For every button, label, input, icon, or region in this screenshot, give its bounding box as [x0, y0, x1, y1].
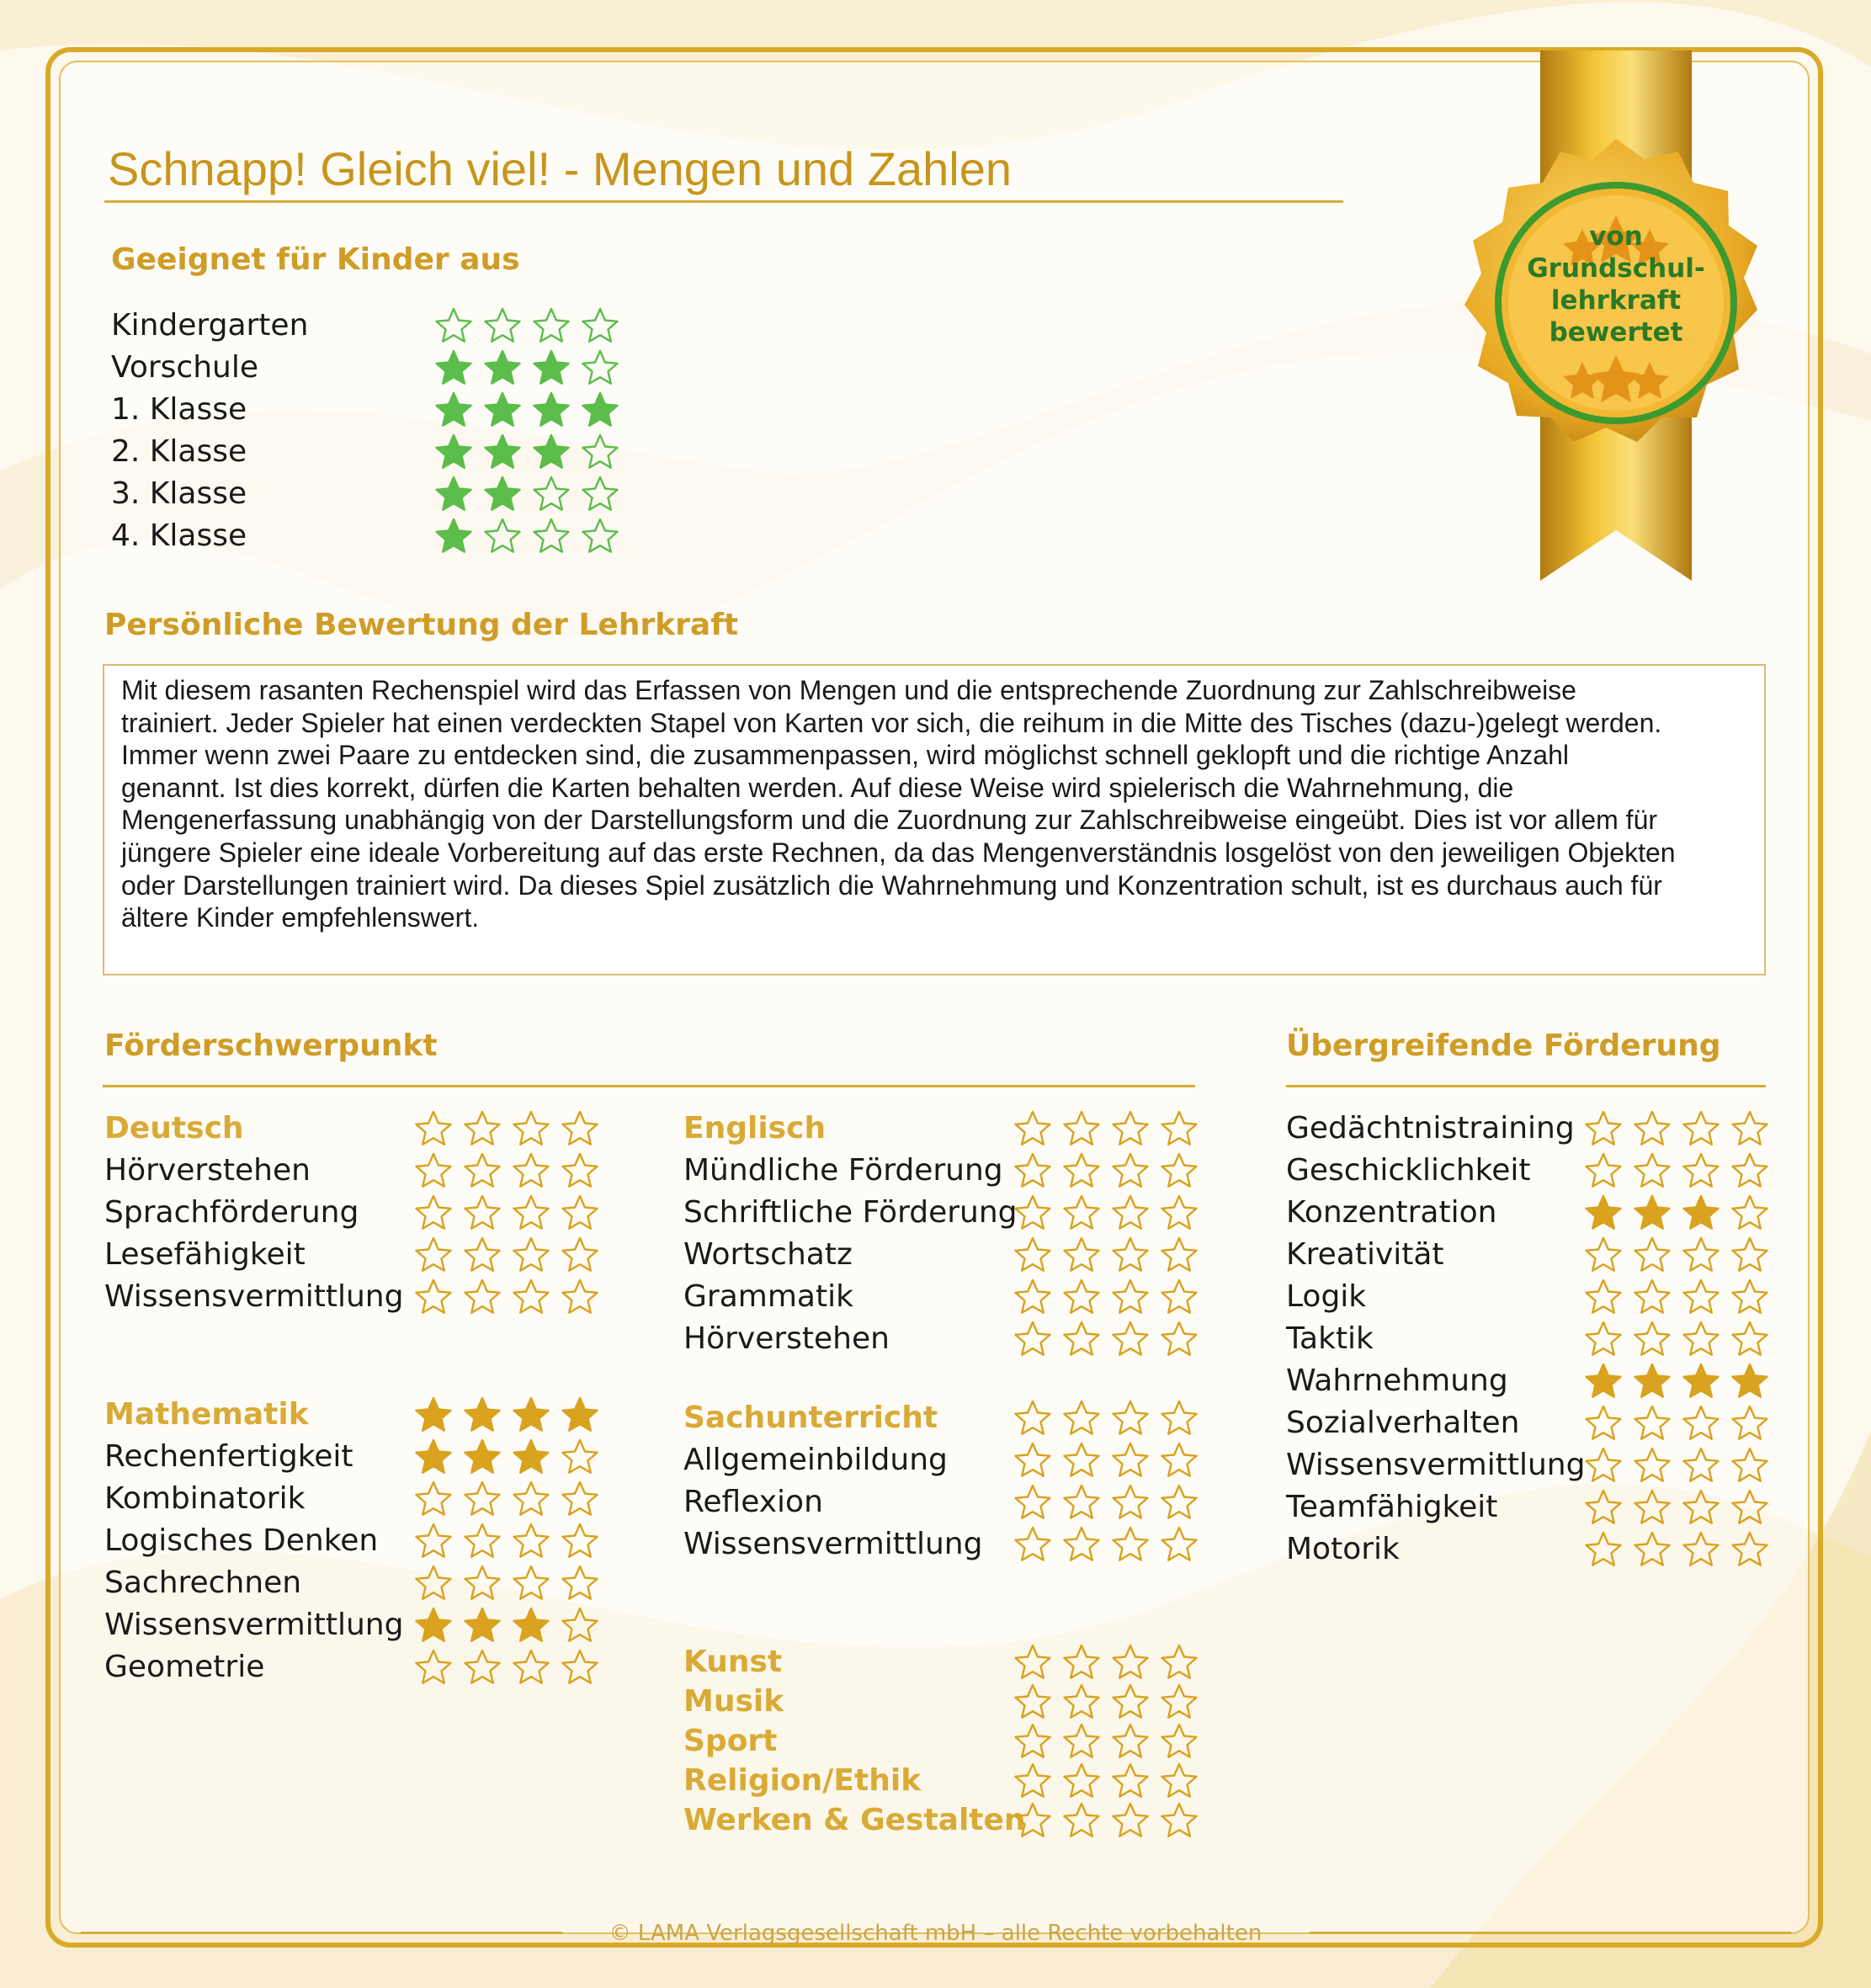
review-line: oder Darstellungen trainiert wird. Da dieses Spiel zusätzlich die Wahrnehmung und Konzentration schult, ist es durchaus auch für: [121, 869, 1662, 901]
extra-subject-label: Religion/Ethik: [683, 1763, 922, 1798]
star-filled-icon: [1682, 1193, 1720, 1232]
uebergreifend-item-label: Geschicklichkeit: [1286, 1153, 1531, 1188]
copyright-footer: © LAMA Verlagsgesellschaft mbH – alle Rechte vorbehalten: [609, 1921, 1262, 1946]
star-outline-icon: [1111, 1193, 1150, 1232]
star-outline-icon: [1584, 1320, 1623, 1358]
uebergreifend-item-label: Wissensvermittlung: [1286, 1448, 1586, 1482]
age-row-label: 2. Klasse: [111, 434, 247, 469]
star-outline-icon: [1160, 1151, 1199, 1190]
star-outline-icon: [1111, 1722, 1150, 1761]
star-outline-icon: [1633, 1151, 1672, 1190]
deutsch-category-label: Deutsch: [104, 1111, 244, 1145]
uebergreifend-item-rating: [1584, 1446, 1769, 1485]
star-outline-icon: [1730, 1320, 1769, 1358]
age-row-label: Vorschule: [111, 350, 258, 385]
star-outline-icon: [1633, 1530, 1672, 1569]
page-title: Schnapp! Gleich viel! - Mengen und Zahlen: [108, 142, 1012, 195]
uebergreifend-item-label: Taktik: [1286, 1321, 1374, 1356]
star-outline-icon: [414, 1648, 453, 1687]
star-outline-icon: [1633, 1488, 1672, 1527]
star-filled-icon: [532, 391, 571, 429]
mathematik-item-label: Sachrechnen: [104, 1565, 302, 1600]
star-outline-icon: [1013, 1193, 1052, 1232]
uebergreifend-item-label: Konzentration: [1286, 1195, 1497, 1230]
uebergreifend-item-rating: [1584, 1530, 1769, 1569]
star-outline-icon: [1730, 1236, 1769, 1274]
star-outline-icon: [561, 1109, 599, 1148]
englisch-category-label: Englisch: [683, 1111, 827, 1145]
star-filled-icon: [561, 1395, 599, 1434]
star-outline-icon: [1062, 1236, 1101, 1274]
star-filled-icon: [434, 475, 473, 513]
star-outline-icon: [414, 1151, 453, 1190]
englisch-item-rating: [1013, 1193, 1199, 1232]
star-outline-icon: [1111, 1801, 1150, 1840]
star-filled-icon: [512, 1606, 550, 1645]
uebergreifend-item-label: Gedächtnistraining: [1286, 1111, 1575, 1145]
star-outline-icon: [512, 1193, 550, 1232]
star-outline-icon: [1682, 1488, 1720, 1527]
uebergreifend-heading: Übergreifende Förderung: [1286, 1029, 1721, 1063]
deutsch-item-rating: [414, 1193, 599, 1232]
englisch-item-rating: [1013, 1278, 1199, 1316]
deutsch-item-rating: [414, 1236, 599, 1274]
star-outline-icon: [1111, 1151, 1150, 1190]
uebergreifend-item-label: Sozialverhalten: [1286, 1406, 1520, 1440]
star-outline-icon: [1160, 1193, 1199, 1232]
mathematik-item-label: Kombinatorik: [104, 1481, 306, 1516]
uebergreifend-item-rating: [1584, 1404, 1769, 1443]
star-outline-icon: [512, 1109, 550, 1148]
age-row-label: Kindergarten: [111, 308, 309, 343]
star-outline-icon: [581, 517, 619, 555]
star-filled-icon: [463, 1438, 502, 1476]
mathematik-category-rating: [414, 1395, 599, 1434]
uebergreifend-item-label: Teamfähigkeit: [1286, 1490, 1498, 1524]
uebergreifend-item-rating: [1584, 1236, 1769, 1274]
review-heading: Persönliche Bewertung der Lehrkraft: [104, 608, 739, 642]
star-outline-icon: [1730, 1193, 1769, 1232]
foerder-heading: Förderschwerpunkt: [104, 1029, 438, 1063]
star-outline-icon: [561, 1438, 599, 1476]
star-outline-icon: [1062, 1801, 1101, 1840]
star-outline-icon: [1062, 1525, 1101, 1564]
deutsch-item-label: Lesefähigkeit: [104, 1237, 306, 1272]
star-outline-icon: [1730, 1109, 1769, 1148]
mathematik-item-rating: [414, 1648, 599, 1687]
star-outline-icon: [581, 306, 619, 345]
review-line: Mengenerfassung unabhängig von der Darstellungsform und die Zuordnung zur Zahlschreibweise eingeübt. Dies ist vor allem für: [121, 805, 1658, 836]
age-row-rating: [434, 348, 619, 387]
star-outline-icon: [414, 1278, 453, 1316]
extra-subject-rating: [1013, 1682, 1199, 1721]
star-outline-icon: [1730, 1530, 1769, 1569]
star-filled-icon: [512, 1438, 550, 1476]
sachunterricht-item-rating: [1013, 1483, 1199, 1522]
star-filled-icon: [414, 1606, 453, 1645]
star-outline-icon: [1160, 1441, 1199, 1480]
mathematik-item-rating: [414, 1564, 599, 1603]
badge-line: Grundschul-: [1527, 253, 1705, 284]
star-outline-icon: [483, 306, 522, 345]
englisch-item-label: Mündliche Förderung: [683, 1153, 1003, 1188]
star-filled-icon: [532, 433, 571, 471]
star-outline-icon: [463, 1151, 502, 1190]
star-outline-icon: [463, 1193, 502, 1232]
sachunterricht-category-rating: [1013, 1399, 1199, 1438]
star-filled-icon: [1633, 1362, 1672, 1401]
uebergreifend-item-label: Motorik: [1286, 1532, 1400, 1566]
badge-line: lehrkraft: [1550, 285, 1682, 316]
star-outline-icon: [1013, 1236, 1052, 1274]
star-outline-icon: [512, 1236, 550, 1274]
star-outline-icon: [561, 1522, 599, 1560]
star-outline-icon: [561, 1236, 599, 1274]
star-outline-icon: [1062, 1399, 1101, 1438]
star-outline-icon: [1013, 1762, 1052, 1800]
star-outline-icon: [1111, 1762, 1150, 1800]
star-outline-icon: [1013, 1483, 1052, 1522]
star-outline-icon: [1062, 1109, 1101, 1148]
star-outline-icon: [1013, 1441, 1052, 1480]
star-outline-icon: [512, 1480, 550, 1518]
star-outline-icon: [1584, 1530, 1623, 1569]
star-outline-icon: [1013, 1682, 1052, 1721]
englisch-item-label: Schriftliche Förderung: [683, 1195, 1018, 1230]
star-filled-icon: [581, 391, 619, 429]
star-outline-icon: [1111, 1236, 1150, 1274]
star-outline-icon: [561, 1564, 599, 1603]
star-outline-icon: [581, 475, 619, 513]
star-outline-icon: [1160, 1525, 1199, 1564]
star-outline-icon: [1160, 1722, 1199, 1761]
extra-subject-rating: [1013, 1801, 1199, 1840]
star-outline-icon: [1062, 1193, 1101, 1232]
extra-subject-label: Musik: [683, 1684, 784, 1719]
age-row-rating: [434, 433, 619, 471]
review-line: trainiert. Jeder Spieler hat einen verdeckten Stapel von Karten vor sich, die reihum in die Mitte des Tisches (dazu-)gelegt werden.: [121, 707, 1662, 738]
star-outline-icon: [1682, 1109, 1720, 1148]
age-row-label: 1. Klasse: [111, 392, 247, 427]
uebergreifend-item-label: Kreativität: [1286, 1237, 1444, 1272]
star-outline-icon: [1013, 1399, 1052, 1438]
badge-line: von: [1589, 221, 1643, 252]
star-outline-icon: [1633, 1236, 1672, 1274]
star-outline-icon: [414, 1236, 453, 1274]
star-outline-icon: [1111, 1109, 1150, 1148]
star-outline-icon: [1584, 1278, 1623, 1316]
star-outline-icon: [1682, 1404, 1720, 1443]
star-filled-icon: [1730, 1362, 1769, 1401]
star-outline-icon: [1160, 1236, 1199, 1274]
star-filled-icon: [463, 1606, 502, 1645]
star-outline-icon: [561, 1278, 599, 1316]
sachunterricht-item-rating: [1013, 1525, 1199, 1564]
star-outline-icon: [1013, 1525, 1052, 1564]
star-outline-icon: [1160, 1399, 1199, 1438]
mathematik-item-label: Wissensvermittlung: [104, 1608, 404, 1642]
star-outline-icon: [561, 1151, 599, 1190]
deutsch-category-rating: [414, 1109, 599, 1148]
age-row-rating: [434, 475, 619, 513]
star-outline-icon: [1111, 1483, 1150, 1522]
star-outline-icon: [1730, 1278, 1769, 1316]
deutsch-item-label: Wissensvermittlung: [104, 1279, 404, 1314]
star-outline-icon: [1111, 1525, 1150, 1564]
star-outline-icon: [1160, 1643, 1199, 1682]
englisch-item-label: Grammatik: [683, 1279, 853, 1314]
star-outline-icon: [1584, 1488, 1623, 1527]
star-filled-icon: [414, 1395, 453, 1434]
star-filled-icon: [483, 475, 522, 513]
star-filled-icon: [463, 1395, 502, 1434]
star-filled-icon: [1584, 1193, 1623, 1232]
extra-subject-label: Werken & Gestalten: [683, 1803, 1026, 1837]
star-outline-icon: [414, 1480, 453, 1518]
star-outline-icon: [1062, 1722, 1101, 1761]
star-outline-icon: [1160, 1682, 1199, 1721]
star-outline-icon: [561, 1648, 599, 1687]
mathematik-item-label: Logisches Denken: [104, 1523, 379, 1558]
star-outline-icon: [434, 306, 473, 345]
star-filled-icon: [483, 433, 522, 471]
star-outline-icon: [1633, 1320, 1672, 1358]
uebergreifend-item-rating: [1584, 1320, 1769, 1358]
deutsch-item-label: Hörverstehen: [104, 1153, 311, 1188]
star-outline-icon: [1682, 1236, 1720, 1274]
star-outline-icon: [1584, 1446, 1623, 1485]
review-line: genannt. Ist dies korrekt, dürfen die Karten behalten werden. Auf diese Weise wird spielerisch die Wahrnehmung, die: [121, 772, 1514, 803]
englisch-item-rating: [1013, 1236, 1199, 1274]
star-outline-icon: [414, 1522, 453, 1560]
star-outline-icon: [1062, 1320, 1101, 1358]
star-outline-icon: [1584, 1404, 1623, 1443]
star-filled-icon: [434, 517, 473, 555]
star-outline-icon: [1111, 1278, 1150, 1316]
mathematik-category-label: Mathematik: [104, 1397, 309, 1432]
star-outline-icon: [1584, 1236, 1623, 1274]
star-filled-icon: [1682, 1362, 1720, 1401]
star-outline-icon: [1682, 1446, 1720, 1485]
star-outline-icon: [1633, 1404, 1672, 1443]
star-filled-icon: [434, 433, 473, 471]
age-row-rating: [434, 306, 619, 345]
star-outline-icon: [1730, 1488, 1769, 1527]
star-outline-icon: [1062, 1483, 1101, 1522]
englisch-item-rating: [1013, 1151, 1199, 1190]
star-filled-icon: [1633, 1193, 1672, 1232]
star-outline-icon: [512, 1648, 550, 1687]
star-outline-icon: [1584, 1109, 1623, 1148]
star-outline-icon: [1682, 1530, 1720, 1569]
mathematik-item-rating: [414, 1438, 599, 1476]
star-outline-icon: [512, 1564, 550, 1603]
star-outline-icon: [1160, 1801, 1199, 1840]
review-line: jüngere Spieler eine ideale Vorbereitung auf das erste Rechnen, da das Mengenverständnis losgelöst von den jeweiligen Objekten: [121, 837, 1676, 868]
review-line: Mit diesem rasanten Rechenspiel wird das Erfassen von Mengen und die entsprechende Zuordnung zur Zahlschreibweise: [121, 675, 1576, 705]
uebergreifend-item-label: Wahrnehmung: [1286, 1363, 1508, 1398]
deutsch-item-label: Sprachförderung: [104, 1195, 359, 1230]
star-outline-icon: [463, 1648, 502, 1687]
age-heading: Geeignet für Kinder aus: [111, 242, 520, 277]
star-outline-icon: [1013, 1643, 1052, 1682]
badge-line: bewertet: [1549, 317, 1683, 348]
star-outline-icon: [1730, 1446, 1769, 1485]
star-outline-icon: [1111, 1320, 1150, 1358]
englisch-category-rating: [1013, 1109, 1199, 1148]
star-outline-icon: [1013, 1278, 1052, 1316]
review-line: Immer wenn zwei Paare zu entdecken sind, die zusammenpassen, wird möglichst schnell geklopft und die richtige Anzahl: [121, 740, 1569, 771]
star-outline-icon: [1111, 1399, 1150, 1438]
review-line: ältere Kinder empfehlenswert.: [121, 902, 480, 933]
extra-subject-rating: [1013, 1643, 1199, 1682]
star-outline-icon: [512, 1522, 550, 1560]
star-outline-icon: [1682, 1278, 1720, 1316]
star-outline-icon: [483, 517, 522, 555]
star-outline-icon: [463, 1109, 502, 1148]
star-filled-icon: [483, 391, 522, 429]
star-outline-icon: [1062, 1682, 1101, 1721]
star-outline-icon: [1013, 1320, 1052, 1358]
star-outline-icon: [1682, 1320, 1720, 1358]
star-filled-icon: [483, 348, 522, 387]
star-outline-icon: [1160, 1109, 1199, 1148]
foerder-rule: [103, 1085, 1195, 1087]
star-outline-icon: [463, 1236, 502, 1274]
uebergreifend-item-rating: [1584, 1488, 1769, 1527]
mathematik-item-rating: [414, 1522, 599, 1560]
star-outline-icon: [414, 1109, 453, 1148]
star-outline-icon: [1062, 1762, 1101, 1800]
star-outline-icon: [1633, 1278, 1672, 1316]
sachunterricht-item-rating: [1013, 1441, 1199, 1480]
uebergreifend-item-rating: [1584, 1278, 1769, 1316]
sachunterricht-item-label: Reflexion: [683, 1485, 823, 1519]
star-outline-icon: [532, 517, 571, 555]
star-outline-icon: [1160, 1278, 1199, 1316]
extra-subject-rating: [1013, 1722, 1199, 1761]
star-outline-icon: [1160, 1483, 1199, 1522]
star-filled-icon: [434, 391, 473, 429]
star-filled-icon: [532, 348, 571, 387]
age-row-rating: [434, 517, 619, 555]
star-filled-icon: [512, 1395, 550, 1434]
star-outline-icon: [561, 1606, 599, 1645]
star-outline-icon: [1682, 1151, 1720, 1190]
uebergreifend-item-rating: [1584, 1193, 1769, 1232]
star-outline-icon: [1013, 1801, 1052, 1840]
englisch-item-label: Hörverstehen: [683, 1321, 890, 1356]
badge-text: [1523, 221, 1709, 348]
star-outline-icon: [1160, 1762, 1199, 1800]
star-outline-icon: [1062, 1151, 1101, 1190]
star-outline-icon: [1013, 1722, 1052, 1761]
extra-subject-label: Kunst: [683, 1645, 783, 1679]
star-outline-icon: [532, 306, 571, 345]
star-outline-icon: [1062, 1278, 1101, 1316]
mathematik-item-rating: [414, 1480, 599, 1518]
star-outline-icon: [1013, 1109, 1052, 1148]
age-row-label: 3. Klasse: [111, 476, 247, 511]
star-outline-icon: [1111, 1643, 1150, 1682]
mathematik-item-label: Geometrie: [104, 1650, 265, 1684]
sachunterricht-category-label: Sachunterricht: [683, 1401, 938, 1435]
star-outline-icon: [414, 1564, 453, 1603]
star-filled-icon: [1584, 1362, 1623, 1401]
star-outline-icon: [1633, 1109, 1672, 1148]
star-outline-icon: [512, 1278, 550, 1316]
star-outline-icon: [463, 1522, 502, 1560]
uebergreifend-rule: [1286, 1085, 1766, 1087]
star-outline-icon: [414, 1193, 453, 1232]
star-outline-icon: [561, 1480, 599, 1518]
star-outline-icon: [1633, 1446, 1672, 1485]
sachunterricht-item-label: Allgemeinbildung: [683, 1443, 948, 1477]
star-outline-icon: [463, 1480, 502, 1518]
age-row-rating: [434, 391, 619, 429]
star-outline-icon: [1013, 1151, 1052, 1190]
star-outline-icon: [1111, 1682, 1150, 1721]
deutsch-item-rating: [414, 1151, 599, 1190]
star-filled-icon: [434, 348, 473, 387]
star-outline-icon: [1062, 1643, 1101, 1682]
sachunterricht-item-label: Wissensvermittlung: [683, 1527, 983, 1561]
mathematik-item-label: Rechenfertigkeit: [104, 1439, 353, 1474]
star-filled-icon: [414, 1438, 453, 1476]
englisch-item-rating: [1013, 1320, 1199, 1358]
uebergreifend-item-rating: [1584, 1109, 1769, 1148]
uebergreifend-item-label: Logik: [1286, 1279, 1367, 1314]
deutsch-item-rating: [414, 1278, 599, 1316]
star-outline-icon: [1730, 1404, 1769, 1443]
star-outline-icon: [1062, 1441, 1101, 1480]
star-outline-icon: [581, 348, 619, 387]
star-outline-icon: [581, 433, 619, 471]
uebergreifend-item-rating: [1584, 1151, 1769, 1190]
star-outline-icon: [1584, 1151, 1623, 1190]
uebergreifend-item-rating: [1584, 1362, 1769, 1401]
extra-subject-rating: [1013, 1762, 1199, 1800]
englisch-item-label: Wortschatz: [683, 1237, 853, 1272]
star-outline-icon: [463, 1564, 502, 1603]
mathematik-item-rating: [414, 1606, 599, 1645]
extra-subject-label: Sport: [683, 1724, 778, 1758]
review-text: [121, 674, 1754, 934]
star-outline-icon: [1730, 1151, 1769, 1190]
star-outline-icon: [561, 1193, 599, 1232]
star-outline-icon: [1111, 1441, 1150, 1480]
star-outline-icon: [463, 1278, 502, 1316]
age-row-label: 4. Klasse: [111, 518, 247, 553]
title-rule: [104, 200, 1343, 203]
star-outline-icon: [512, 1151, 550, 1190]
star-outline-icon: [532, 475, 571, 513]
star-outline-icon: [1160, 1320, 1199, 1358]
